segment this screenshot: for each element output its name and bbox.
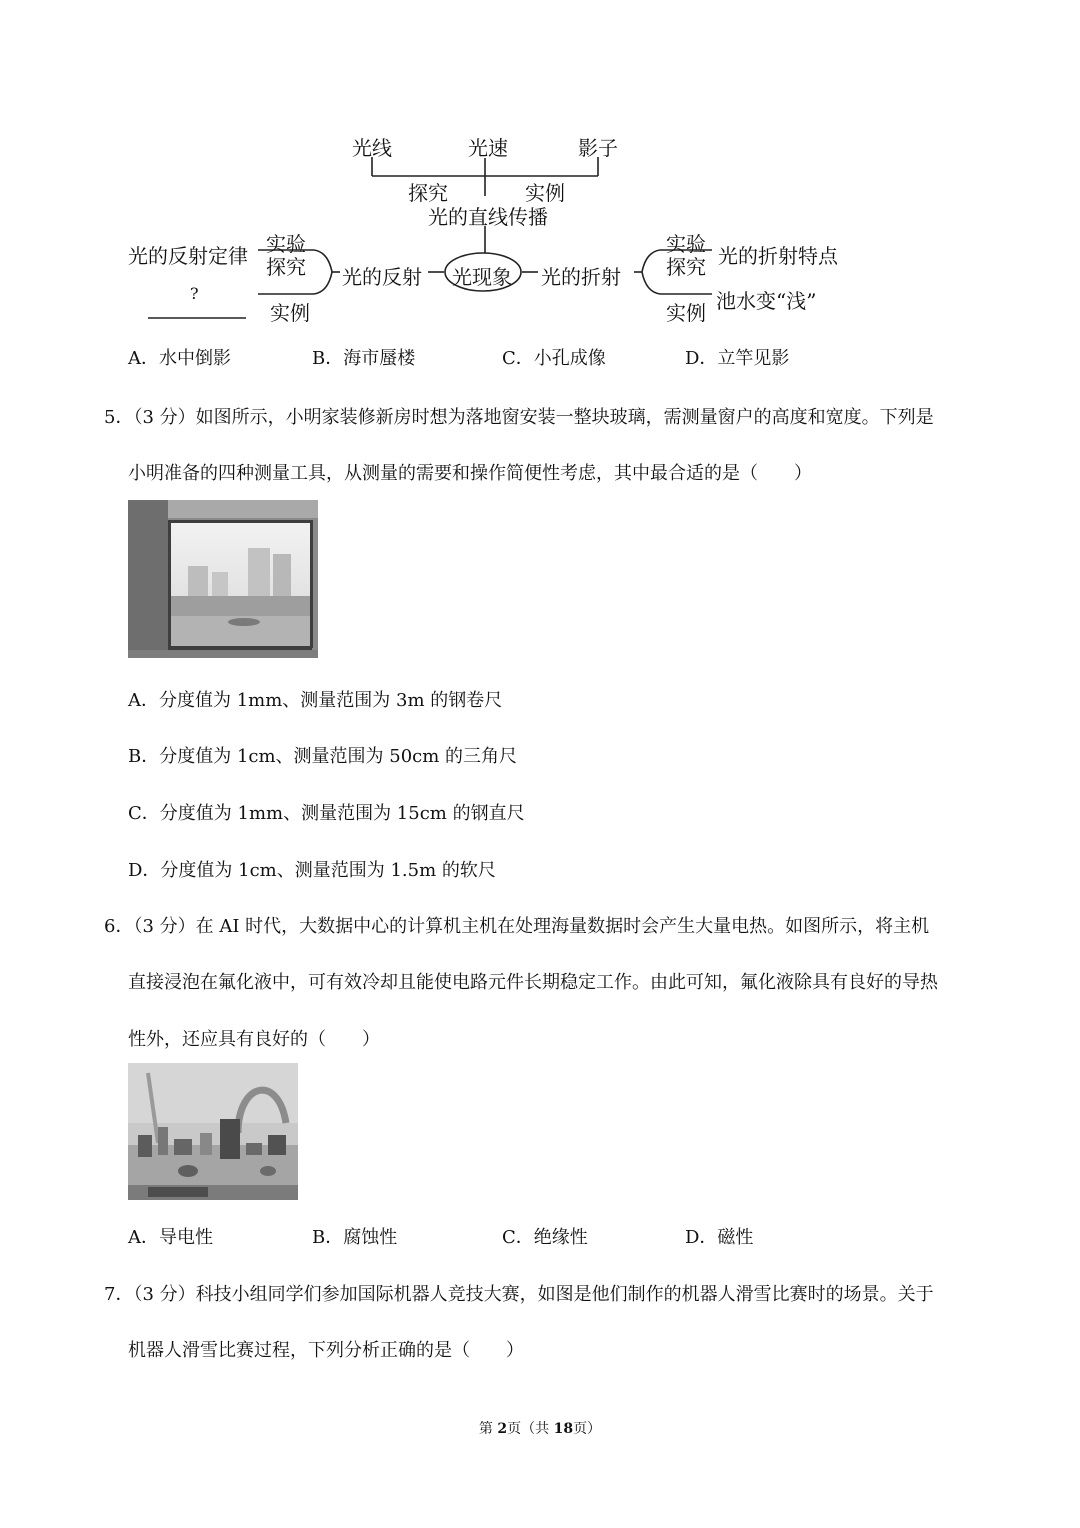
q6-option-d: D．磁性 — [685, 1227, 754, 1248]
q5-option-a: A．分度值为 1mm、测量范围为 3m 的钢卷尺 — [128, 690, 503, 711]
diagram-label-example-top: 实例 — [525, 181, 565, 205]
diagram-label-shadow: 影子 — [578, 136, 618, 160]
diagram-label-reflection-law: 光的反射定律 — [128, 244, 248, 268]
q7-stem-line2: 机器人滑雪比赛过程，下列分析正确的是（ ） — [128, 1340, 524, 1361]
diagram-question-mark: ? — [190, 284, 199, 303]
footer-mid: 页（共 — [507, 1421, 554, 1437]
q7-stem-line1: 7．（3 分）科技小组同学们参加国际机器人竞技大赛，如图是他们制作的机器人滑雪比赛时的场景。关于 — [104, 1284, 934, 1305]
q6-option-b: B．腐蚀性 — [312, 1227, 398, 1248]
diagram-label-straight-propagation: 光的直线传播 — [428, 205, 548, 229]
q6-stem-line3: 性外，还应具有良好的（ ） — [128, 1029, 380, 1050]
diagram-label-center: 光现象 — [452, 265, 512, 289]
diagram-label-experiment-right: 实验 — [666, 232, 706, 256]
diagram-label-refraction-feature: 光的折射特点 — [718, 244, 838, 268]
footer-total-pages: 18 — [553, 1421, 574, 1437]
footer-prefix: 第 — [478, 1421, 498, 1437]
immersion-cooling-photo-art — [128, 1063, 298, 1200]
diagram-label-example-right: 实例 — [666, 301, 706, 325]
footer-page-number: 2 — [497, 1421, 508, 1437]
footer-suffix: 页） — [573, 1421, 602, 1437]
diagram-label-explore-top: 探究 — [408, 181, 448, 205]
page-footer — [0, 1418, 1080, 1438]
q4-option-d: D．立竿见影 — [685, 348, 790, 369]
window-photo — [128, 500, 318, 658]
q5-option-b: B．分度值为 1cm、测量范围为 50cm 的三角尺 — [128, 746, 518, 767]
q6-stem-line2: 直接浸泡在氟化液中，可有效冷却且能使电路元件长期稳定工作。由此可知，氟化液除具有良好的导热 — [128, 972, 938, 993]
diagram-label-example-left: 实例 — [270, 301, 310, 325]
q5-stem-line2: 小明准备的四种测量工具，从测量的需要和操作简便性考虑，其中最合适的是（ ） — [128, 463, 812, 484]
concept-diagram-lines — [0, 0, 1080, 340]
diagram-label-experiment-left: 实验 — [266, 232, 306, 256]
diagram-label-pool-shallow: 池水变“浅” — [716, 289, 817, 313]
q5-stem-line1: 5．（3 分）如图所示，小明家装修新房时想为落地窗安装一整块玻璃，需测量窗户的高度和宽度。下列是 — [104, 407, 934, 428]
q5-option-c: C．分度值为 1mm、测量范围为 15cm 的钢直尺 — [128, 803, 525, 824]
q4-option-c: C．小孔成像 — [502, 348, 606, 369]
diagram-label-explore-right: 探究 — [666, 255, 706, 279]
q4-option-a: A．水中倒影 — [128, 348, 231, 369]
q6-option-c: C．绝缘性 — [502, 1227, 588, 1248]
diagram-label-reflection: 光的反射 — [342, 265, 422, 289]
q6-stem-line1: 6．（3 分）在 AI 时代，大数据中心的计算机主机在处理海量数据时会产生大量电热。如图所示，将主机 — [104, 916, 930, 937]
immersion-cooling-photo — [128, 1063, 298, 1200]
diagram-label-refraction: 光的折射 — [541, 265, 621, 289]
diagram-label-light-ray: 光线 — [352, 136, 392, 160]
diagram-label-explore-left: 探究 — [266, 255, 306, 279]
q6-option-a: A．导电性 — [128, 1227, 213, 1248]
window-photo-art — [128, 500, 318, 658]
diagram-label-light-speed: 光速 — [468, 136, 508, 160]
q5-option-d: D．分度值为 1cm、测量范围为 1.5m 的软尺 — [128, 860, 496, 881]
q4-option-b: B．海市蜃楼 — [312, 348, 416, 369]
